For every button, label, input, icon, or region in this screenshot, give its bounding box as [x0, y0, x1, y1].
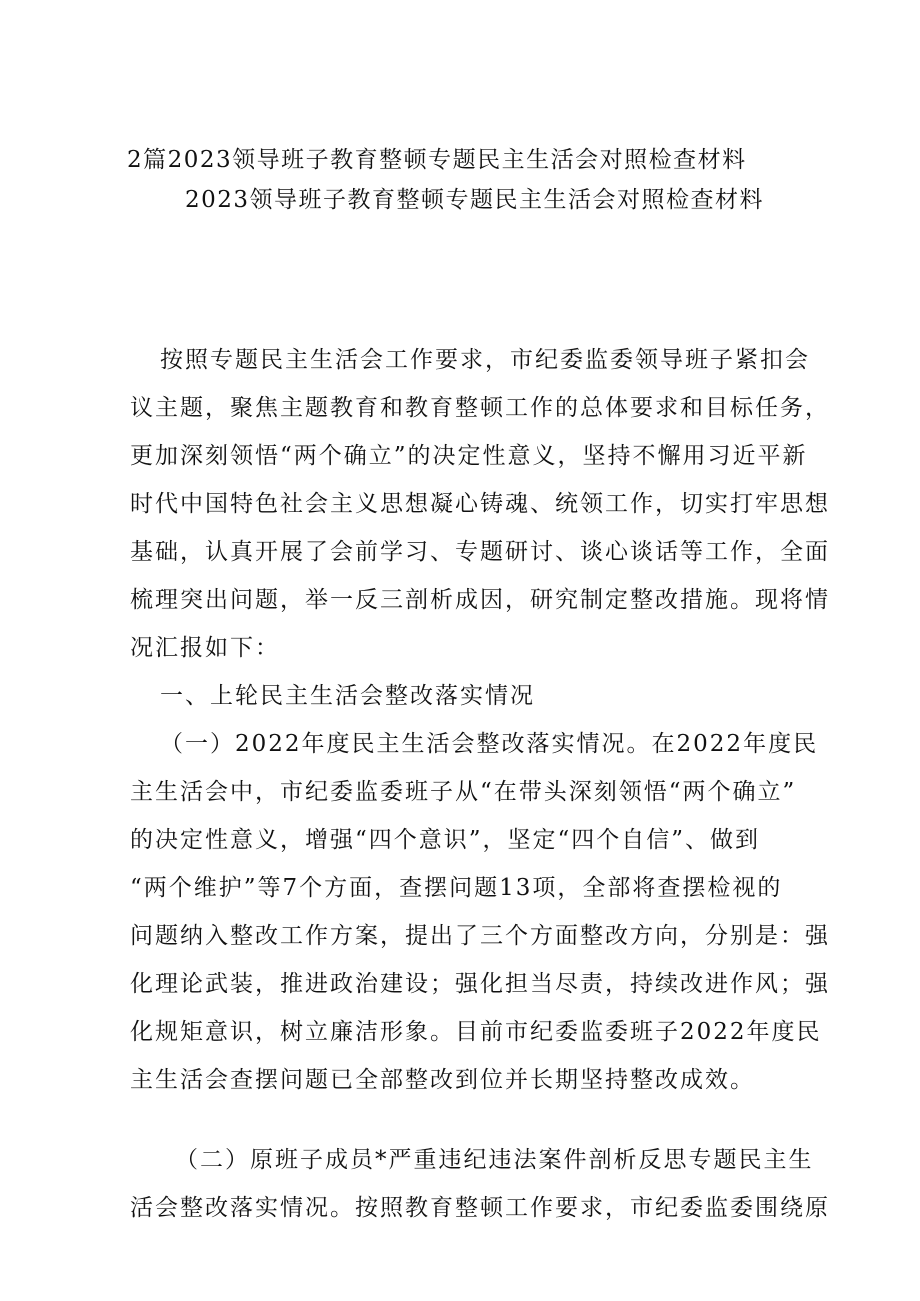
- paragraph-line: 化理论武装，推进政治建设；强化担当尽责，持续改进作风；强: [130, 971, 830, 997]
- paragraph-line: 更加深刻领悟“两个确立”的决定性意义，坚持不懈用习近平新: [130, 443, 808, 469]
- paragraph-line: 问题纳入整改工作方案，提出了三个方面整改方向，分别是：强: [130, 923, 830, 949]
- paragraph-line: 议主题，聚焦主题教育和教育整顿工作的总体要求和目标任务，: [130, 395, 830, 421]
- paragraph-line: “两个维护”等7个方面，查摆问题13项，全部将查摆检视的: [130, 875, 783, 901]
- paragraph-line: （二）原班子成员*严重违纪违法案件剖析反思专题民主生: [175, 1147, 814, 1173]
- paragraph-line: （一）2022年度民主生活会整改落实情况。在2022年度民: [160, 731, 819, 757]
- paragraph-line: 的决定性意义，增强“四个意识”，坚定“四个自信”、做到: [130, 827, 761, 853]
- paragraph-line: 按照专题民主生活会工作要求，市纪委监委领导班子紧扣会: [160, 347, 810, 373]
- paragraph-line: 况汇报如下：: [130, 635, 280, 661]
- paragraph-line: 时代中国特色社会主义思想凝心铸魂、统领工作，切实打牢思想: [130, 491, 830, 517]
- section-heading: 一、上轮民主生活会整改落实情况: [160, 683, 535, 709]
- paragraph-line: 活会整改落实情况。按照教育整顿工作要求，市纪委监委围绕原: [130, 1195, 830, 1221]
- document-title: 2篇2023领导班子教育整顿专题民主生活会对照检查材料: [127, 147, 747, 173]
- paragraph-line: 主生活会中，市纪委监委班子从“在带头深刻领悟“两个确立”: [130, 779, 797, 805]
- paragraph-line: 主生活会查摆问题已全部整改到位并长期坚持整改成效。: [130, 1067, 755, 1093]
- document-subtitle: 2023领导班子教育整顿专题民主生活会对照检查材料: [185, 187, 765, 213]
- paragraph-line: 基础，认真开展了会前学习、专题研讨、谈心谈话等工作，全面: [130, 539, 830, 565]
- paragraph-line: 梳理突出问题，举一反三剖析成因，研究制定整改措施。现将情: [130, 587, 830, 613]
- paragraph-line: 化规矩意识，树立廉洁形象。目前市纪委监委班子2022年度民: [130, 1019, 822, 1045]
